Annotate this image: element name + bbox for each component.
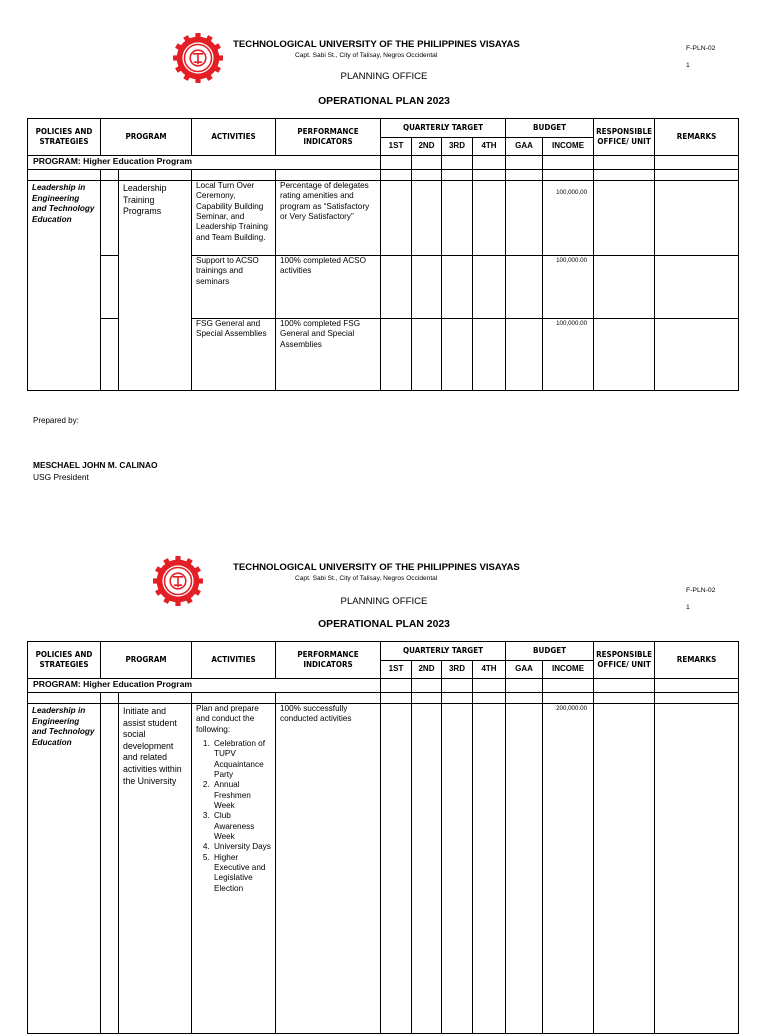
header-q1: 1ST [381,138,412,156]
activity-list [196,739,271,894]
income-amount: 100,000.00 [543,319,594,391]
header-program: PROGRAM [101,119,192,156]
revision-number: 1 [686,604,690,611]
header-q2: 2ND [412,661,442,679]
header-remarks: REMARKS [655,119,739,156]
header-budget: BUDGET [506,119,594,138]
indicator-cell: 100% completed FSG General and Special Assemblies [276,319,381,391]
activity-cell: Support to ACSO trainings and seminars [192,256,276,319]
operational-plan-table [27,118,739,391]
university-address: Capt. Sabi St., City of Talisay, Negros Occidental [295,575,438,582]
header-gaa: GAA [506,661,543,679]
signer-title: USG President [33,472,89,482]
header-q3: 3RD [442,138,473,156]
header-quarterly-target: QUARTERLY TARGET [381,642,506,661]
signer-name: MESCHAEL JOHN M. CALINAO [33,460,158,470]
header-activities: ACTIVITIES [192,642,276,679]
header-q1: 1ST [381,661,412,679]
header-performance-indicators: PERFORMANCE INDICATORS [276,642,381,679]
header-responsible-office: RESPONSIBLE OFFICE/ UNIT [594,642,655,679]
indicator-cell: 100% successfully conducted activities [276,704,381,1034]
header-budget: BUDGET [506,642,594,661]
list-item: 1. Celebration of TUPV Acquaintance Party [212,739,271,780]
activity-intro: Plan and prepare and conduct the following: [196,704,259,734]
header-q4: 4TH [473,138,506,156]
income-amount: 200,000.00 [543,704,594,1034]
office-name: PLANNING OFFICE [340,71,428,82]
activity-cell [192,704,276,1034]
header-remarks: REMARKS [655,642,739,679]
list-item: 2. Annual Freshmen Week [212,780,271,811]
program-name: Leadership Training Programs [119,181,192,391]
form-code: F-PLN-02 [686,587,716,594]
header-policies: POLICIES AND STRATEGIES [28,642,101,679]
header-responsible-office: RESPONSIBLE OFFICE/ UNIT [594,119,655,156]
form-code: F-PLN-02 [686,45,716,52]
header-activities: ACTIVITIES [192,119,276,156]
header-policies: POLICIES AND STRATEGIES [28,119,101,156]
university-name: TECHNOLOGICAL UNIVERSITY OF THE PHILIPPINES VISAYAS [233,39,520,50]
operational-plan-table [27,641,739,1034]
document-title: OPERATIONAL PLAN 2023 [318,96,450,107]
policy-strategy: Leadership in Engineering and Technology Education [28,181,101,391]
list-item: 4. University Days [212,842,271,852]
prepared-by-label: Prepared by: [33,416,79,425]
header-income: INCOME [543,138,594,156]
header-q3: 3RD [442,661,473,679]
indicator-cell: Percentage of delegates rating amenities and program as “Satisfactory or Very Satisfactory” [276,181,381,256]
header-q4: 4TH [473,661,506,679]
indicator-cell: 100% completed ACSO activities [276,256,381,319]
income-amount: 100,000.00 [543,181,594,256]
program-row: PROGRAM: Higher Education Program [28,156,381,170]
list-item: 3. Club Awareness Week [212,811,271,842]
office-name: PLANNING OFFICE [340,596,428,607]
program-row: PROGRAM: Higher Education Program [28,679,381,693]
header-performance-indicators: PERFORMANCE INDICATORS [276,119,381,156]
activity-cell: FSG General and Special Assemblies [192,319,276,391]
income-amount: 100,000.00 [543,256,594,319]
header-q2: 2ND [412,138,442,156]
page-2 [0,523,768,1024]
header-quarterly-target: QUARTERLY TARGET [381,119,506,138]
header-program: PROGRAM [101,642,192,679]
header-income: INCOME [543,661,594,679]
university-address: Capt. Sabi St., City of Talisay, Negros Occidental [295,52,438,59]
policy-strategy: Leadership in Engineering and Technology Education [28,704,101,1034]
activity-cell: Local Turn Over Ceremony, Capability Building Seminar, and Leadership Training and Team Building. [192,181,276,256]
header-gaa: GAA [506,138,543,156]
document-title: OPERATIONAL PLAN 2023 [318,619,450,630]
list-item: 5. Higher Executive and Legislative Election [212,853,271,894]
revision-number: 1 [686,62,690,69]
program-name: Initiate and assist student social development and related activities within the University [119,704,192,1034]
university-name: TECHNOLOGICAL UNIVERSITY OF THE PHILIPPINES VISAYAS [233,562,520,573]
